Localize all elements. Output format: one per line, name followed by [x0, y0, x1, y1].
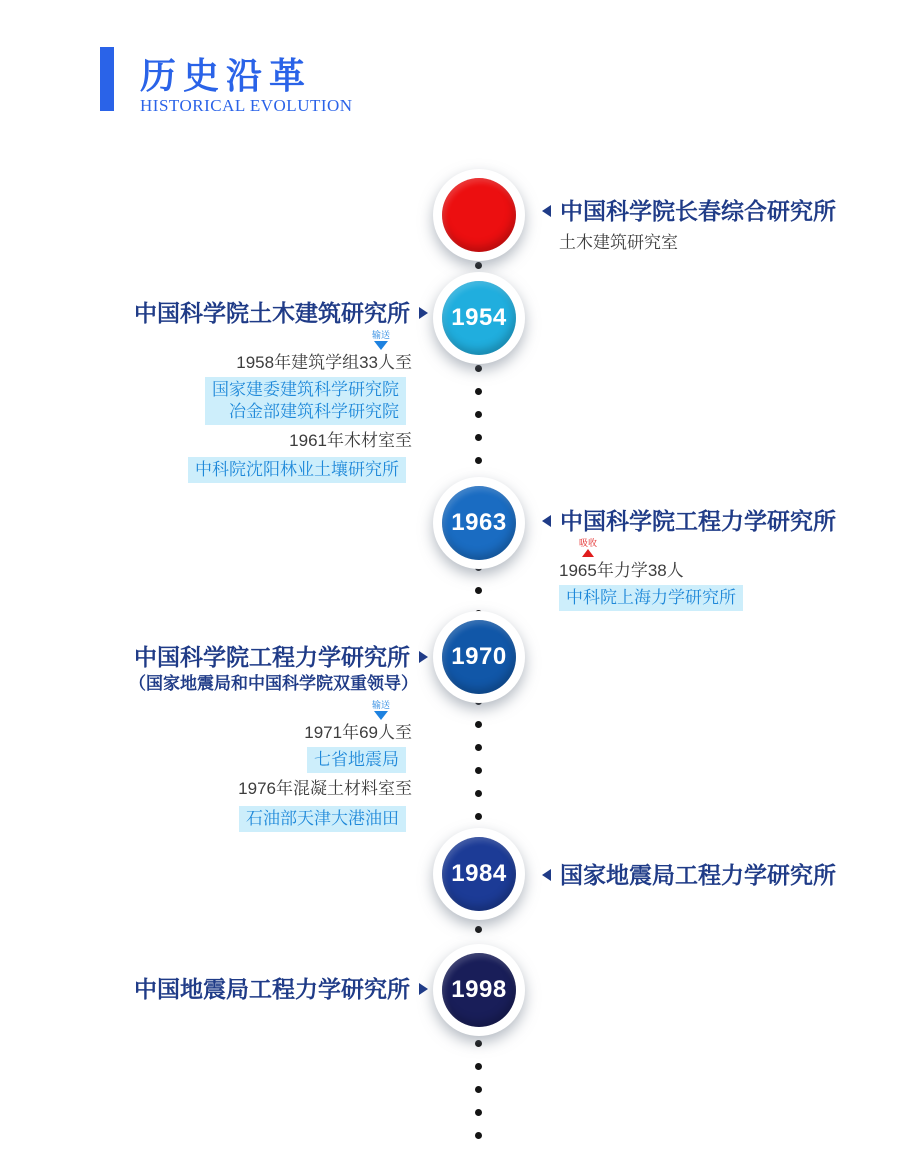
- timeline-dot: [475, 1063, 482, 1070]
- entry-1970-dest-2-wrap: [129, 806, 428, 832]
- arrow-down-icon: [374, 711, 388, 720]
- entry-1970-dest-1-wrap: [129, 747, 428, 773]
- timeline-dot: [475, 1086, 482, 1093]
- timeline-dot: [475, 1109, 482, 1116]
- entry-origin-title: [542, 196, 836, 226]
- node-circle-1954: 1954: [442, 281, 516, 355]
- timeline-dots-segment-3: [475, 564, 482, 617]
- timeline-dot: [475, 262, 482, 269]
- left-arrow-icon: [542, 869, 551, 881]
- entry-1954-event-2: 1961年木材室至: [289, 431, 412, 450]
- page-title: 历史沿革: [140, 55, 313, 96]
- entry-1998: [134, 974, 428, 1004]
- entry-1970-dest-2: 石油部天津大港油田: [239, 806, 406, 832]
- entry-1963-source-1: 中科院上海力学研究所: [559, 585, 743, 611]
- transfer-out-marker: [364, 700, 398, 721]
- entry-1984: [542, 860, 836, 890]
- node-circle-1984: 1984: [442, 837, 516, 911]
- entry-1954-dest-1: [205, 377, 406, 425]
- timeline-dots-segment-1: [475, 262, 482, 269]
- entry-1970-title: [129, 642, 428, 672]
- entry-1963-title: [542, 506, 836, 536]
- entry-origin: [542, 196, 836, 254]
- entry-1970-title-text: 中国科学院工程力学研究所: [134, 644, 410, 670]
- transfer-label: 输送: [371, 330, 390, 340]
- entry-1954-dest-1-line-2: 冶金部建筑科学研究院: [229, 402, 399, 421]
- entry-1954-title: [134, 298, 428, 328]
- entry-1963-event-1: 1965年力学38人: [559, 561, 684, 580]
- timeline-dot: [475, 790, 482, 797]
- arrow-down-icon: [374, 341, 388, 350]
- timeline-dot: [475, 457, 482, 464]
- timeline-node-1998: [433, 944, 525, 1036]
- transfer-out-marker: [364, 330, 398, 351]
- left-arrow-icon: [542, 515, 551, 527]
- timeline-dot: [475, 926, 482, 933]
- entry-1954-dest-2: 中科院沈阳林业土壤研究所: [188, 457, 406, 483]
- entry-1954-dest-2-wrap: [134, 457, 428, 483]
- entry-1963-source-1-wrap: [542, 585, 836, 611]
- absorb-label: 吸收: [578, 538, 597, 548]
- timeline-dot: [475, 388, 482, 395]
- node-circle-origin: [442, 178, 516, 252]
- entry-1984-title: [542, 860, 836, 890]
- page-subtitle: HISTORICAL EVOLUTION: [140, 96, 353, 115]
- node-circle-1963: 1963: [442, 486, 516, 560]
- node-circle-1970: 1970: [442, 620, 516, 694]
- timeline-node-1970: [433, 611, 525, 703]
- timeline-node-1963: [433, 477, 525, 569]
- absorb-marker: [571, 538, 605, 559]
- timeline-dots-segment-4: [475, 698, 482, 843]
- right-arrow-icon: [419, 983, 428, 995]
- timeline-dot: [475, 1040, 482, 1047]
- timeline-node-origin: [433, 169, 525, 261]
- timeline-node-1984: [433, 828, 525, 920]
- timeline-dot: [475, 587, 482, 594]
- left-arrow-icon: [542, 205, 551, 217]
- entry-1970: [129, 642, 428, 832]
- entry-1963-flow-row: [542, 538, 836, 559]
- entry-1963: [542, 506, 836, 611]
- entry-origin-title-text: 中国科学院长春综合研究所: [560, 198, 836, 224]
- entry-1984-title-text: 国家地震局工程力学研究所: [560, 862, 836, 888]
- entry-1954-title-text: 中国科学院土木建筑研究所: [134, 300, 410, 326]
- entry-1970-event-1: 1971年69人至: [304, 723, 412, 742]
- right-arrow-icon: [419, 651, 428, 663]
- transfer-label: 输送: [371, 700, 390, 710]
- timeline-dots-segment-5: [475, 926, 482, 933]
- entry-origin-subtitle: 土木建筑研究室: [559, 233, 678, 252]
- timeline-node-1954: [433, 272, 525, 364]
- timeline-dot: [475, 365, 482, 372]
- arrow-up-icon: [582, 549, 594, 557]
- entry-1970-subtitle: （国家地震局和中国科学院双重领导）: [129, 674, 418, 693]
- entry-1954-flow-row: [134, 330, 428, 351]
- timeline-dots-segment-2: [475, 365, 482, 487]
- timeline-dot: [475, 411, 482, 418]
- timeline-dot: [475, 744, 482, 751]
- entry-1970-flow-row: [129, 700, 428, 721]
- timeline-dot: [475, 1132, 482, 1139]
- entry-1954-dest-1-line-1: 国家建委建筑科学研究院: [212, 380, 399, 399]
- right-arrow-icon: [419, 307, 428, 319]
- entry-1970-dest-1: 七省地震局: [307, 747, 406, 773]
- timeline-dot: [475, 434, 482, 441]
- timeline-dots-segment-6: [475, 1040, 482, 1139]
- entry-1998-title-text: 中国地震局工程力学研究所: [134, 976, 410, 1002]
- entry-1998-title: [134, 974, 428, 1004]
- timeline-dot: [475, 767, 482, 774]
- entry-1954-event-1: 1958年建筑学组33人至: [236, 353, 412, 372]
- entry-1963-title-text: 中国科学院工程力学研究所: [560, 508, 836, 534]
- timeline-dot: [475, 813, 482, 820]
- entry-1954-dest-1-wrap: [134, 377, 428, 425]
- node-circle-1998: 1998: [442, 953, 516, 1027]
- timeline-dot: [475, 721, 482, 728]
- entry-1954: [134, 298, 428, 483]
- title-accent-bar: [100, 47, 114, 111]
- entry-1970-event-2: 1976年混凝土材料室至: [238, 779, 412, 798]
